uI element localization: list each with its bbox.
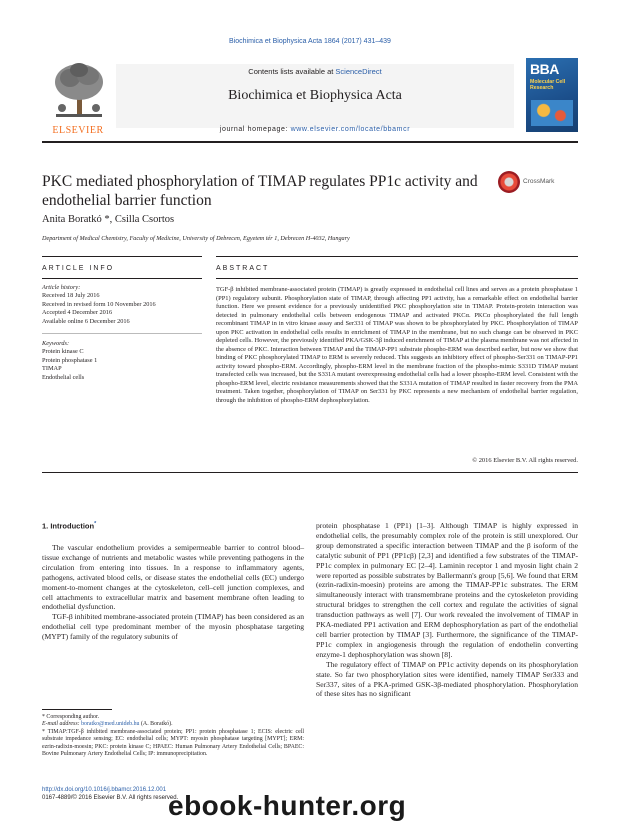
article-history	[42, 284, 156, 326]
doi-link[interactable]: http://dx.doi.org/10.1016/j.bbamcr.2016.12.001	[42, 787, 167, 793]
homepage-prefix: journal homepage:	[219, 126, 291, 133]
body-right-column	[316, 521, 578, 699]
abstract-top-rule	[216, 256, 578, 257]
footnote-email	[42, 721, 304, 728]
intro-footnote-marker[interactable]: *	[94, 521, 97, 527]
crossmark-icon	[498, 171, 520, 193]
journal-title: Biochimica et Biophysica Acta	[228, 88, 402, 103]
cover-abbr: BBA	[530, 61, 559, 77]
header-rule	[42, 141, 578, 143]
elsevier-wordmark: ELSEVIER	[52, 125, 104, 136]
issn-line: 0167-4889/© 2016 Elsevier B.V. All rights reserved.	[42, 794, 179, 801]
keyword-item: Endothelial cells	[42, 373, 85, 381]
abstract-heading: ABSTRACT	[216, 265, 270, 272]
contents-line	[116, 67, 514, 76]
doi-block	[42, 787, 178, 802]
article-info-rule	[42, 278, 202, 279]
footnote-corresponding: * Corresponding author.	[42, 714, 100, 720]
abstract-bottom-rule	[42, 472, 578, 473]
affiliation: Department of Medical Chemistry, Faculty of Medicine, University of Debrecen, Egyetem tér 1, Debrecen H-4032, Hungary	[42, 235, 350, 242]
keywords-label: Keywords:	[42, 340, 70, 347]
body-paragraph: The regulatory effect of TIMAP on PP1c activity depends on its phosphorylation state. So far two phosphorylation sites were identified, namely TIMAP Ser333 and Ser337, sites of a PKA-primed GSK-3β-mediated phosphorylation. Phosphorylation of these sites has no significant	[316, 659, 578, 699]
journal-homepage	[116, 126, 514, 133]
history-received: Received 18 July 2016	[42, 292, 100, 300]
history-online: Available online 6 December 2016	[42, 317, 130, 325]
article-info-heading: ARTICLE INFO	[42, 265, 115, 272]
history-label: Article history:	[42, 284, 81, 291]
body-paragraph: TGF-β inhibited membrane-associated protein (TIMAP) has been considered as an endothelial cell type predominant member of the myosin phosphatase targeting (MYPT) family of the regulatory subunits of	[42, 612, 304, 642]
abstract-copyright: © 2016 Elsevier B.V. All rights reserved.	[472, 457, 578, 464]
author-list: Anita Boratkó *, Csilla Csortos	[42, 214, 175, 225]
footnote-rule	[42, 709, 112, 710]
crossmark-label: CrossMark	[523, 178, 555, 185]
keywords	[42, 340, 97, 382]
elsevier-logo[interactable]	[42, 58, 112, 138]
crossmark-badge[interactable]	[498, 171, 578, 195]
elsevier-tree-icon	[50, 60, 108, 122]
watermark-text: ebook-hunter.org	[168, 790, 407, 821]
info-divider	[42, 333, 202, 334]
history-revised: Received in revised form 10 November 2016	[42, 300, 156, 308]
keyword-item: Protein kinase C	[42, 348, 84, 356]
abstract-rule	[216, 278, 578, 279]
journal-cover-image[interactable]	[526, 58, 578, 132]
email-link[interactable]: boratko@med.unideb.hu	[81, 721, 140, 728]
article-title: PKC mediated phosphorylation of TIMAP regulates PP1c activity and endothelial barrier function	[42, 173, 478, 209]
keyword-item: TIMAP	[42, 365, 62, 373]
history-accepted: Accepted 4 December 2016	[42, 309, 113, 317]
section-heading-introduction	[42, 521, 96, 531]
article-info-top-rule	[42, 256, 202, 257]
intro-heading-text: 1. Introduction	[42, 521, 95, 531]
contents-prefix: Contents lists available at	[248, 67, 336, 76]
body-paragraph: protein phosphatase 1 (PP1) [1–3]. Although TIMAP is highly expressed in endothelial cells, the presumably complex role of the protein is still unexplored. Our group demonstrated a specific interaction between TIMAP and the β isoform of the catalytic subunit of PP1 (PP1cβ) [2,3] and identified a few substrates of the TIMAP-PP1c complex in pulmonary EC [2–4]. Laminin receptor 1 and myosin light chain 2 were reported as possible substrates by Ballermann's group [5,6]. We found that ERM (ezrin-radixin-moesin) proteins are among the TIMAP-PP1c substrates. The ERM simultaneously interact with transmembrane proteins and the cytoskeleton providing structural bridges to strengthen the cell cortex and regulate the activities of signal transduction pathways as well [7]. Our work revealed the involvement of TIMAP in PKA-mediated PP1 activation and ERM dephosphorylation as part of the endothelial cell barrier protection by TIMAP [3]. Furthermore, the significance of the TIMAP-PP1c complex in angiogenesis through the regulation of endothelin converting enzyme-1 dephosphorylation was shown [8].	[316, 521, 578, 659]
body-paragraph: The vascular endothelium provides a semipermeable barrier to control blood–tissue exchange of nutrients and metabolic wastes while preventing pathogens in the circulation from entering into tissues. In a response to inflammatory agents, pathogens, activated blood cells, or disease states the endothelial cells (EC) undergo moment-to-moment changes at the cytoskeleton, cell–cell junction complexes, and cell attachments to extracellular matrix and basement membrane often leading to endothelial dysfunction.	[42, 543, 304, 612]
body-left-column	[42, 543, 304, 642]
homepage-link[interactable]: www.elsevier.com/locate/bbamcr	[290, 126, 411, 133]
footnote-abbreviations: * TIMAP:TGF-β inhibited membrane-associated protein; PP1: protein phosphatase 1; ECIS: electric cell substrate impedance sensing; EC: endothelial cells; MYPT: myosin phosphatase targeting [MYPT]; ERM: ezrin-radixin-moesin; PKC: protein kinase C; HPAEC: Human Pulmonary Artery Endothelial Cells; BPAEC: Bovine Pulmonary Artery Endothelial Cells; IP: immunoprecipitation.	[42, 728, 304, 758]
journal-reference[interactable]: Biochimica et Biophysica Acta 1864 (2017) 431–439	[229, 38, 391, 45]
cover-artwork	[531, 100, 573, 126]
email-suffix: (A. Boratkó).	[139, 721, 173, 728]
abstract-text: TGF-β inhibited membrane-associated protein (TIMAP) is greatly expressed in endothelial cell lines and serves as a protein phosphatase 1 (PP1) regulatory subunit. Phosphorylation state of TIMAP, through affecting PP1 activity, has a remarkable effect on endothelial barrier function. Here we present evidence for a previously unidentified PKC phosphorylation site in TIMAP. Protein-protein interaction was detected in pulmonary endothelial cells between endogenous TIMAP and activated PKCα. PKCα phosphorylated the full length recombinant TIMAP in in vitro kinase assay and Ser331 of TIMAP was shown to be phosphorylated by PKC. Phosphorylation of TIMAP upon PKC activation in endothelial cells results in enrichment of TIMAP in the membrane, but no such change can be observed in PKC depleted cells. However, the previously identified PKA/GSK-3β induced enrichment of TIMAP at the plasma membrane was not affected in the absence of PKC. Interaction between TIMAP and the TIMAP-PP1 substrate phospho-ERM was described earlier, but now we show that binding of PKC phosphorylated TIMAP to ERM is severely reduced. This suggests an inhibitory effect of phospho-Ser331 on TIMAP-PP1 activity toward phospho-ERM. Accordingly, phospho-ERM level in the membrane fraction of the phospho-mimic S331D TIMAP mutant transfected cells was increased, but the S331A mutant overexpressing endothelial cells had a lower phospho-ERM level. Consistent with the phospho-ERM level, electric resistance measurements showed that the S331A mutation of TIMAP resulted in faster recovery from the PMA treatment. Taken together, phosphorylation of TIMAP on Ser331 by PKC represents a new mechanism of endothelial barrier regulation, through the inhibition of phospho-ERM dephosphorylation.	[216, 286, 578, 404]
journal-header	[42, 58, 578, 138]
footnotes	[42, 714, 304, 758]
keyword-item: Protein phosphatase 1	[42, 356, 98, 364]
journal-masthead	[116, 64, 514, 128]
cover-subtitle: Molecular Cell Research	[530, 79, 566, 91]
sciencedirect-link[interactable]: ScienceDirect	[335, 67, 382, 76]
email-label: E-mail address:	[42, 721, 82, 728]
